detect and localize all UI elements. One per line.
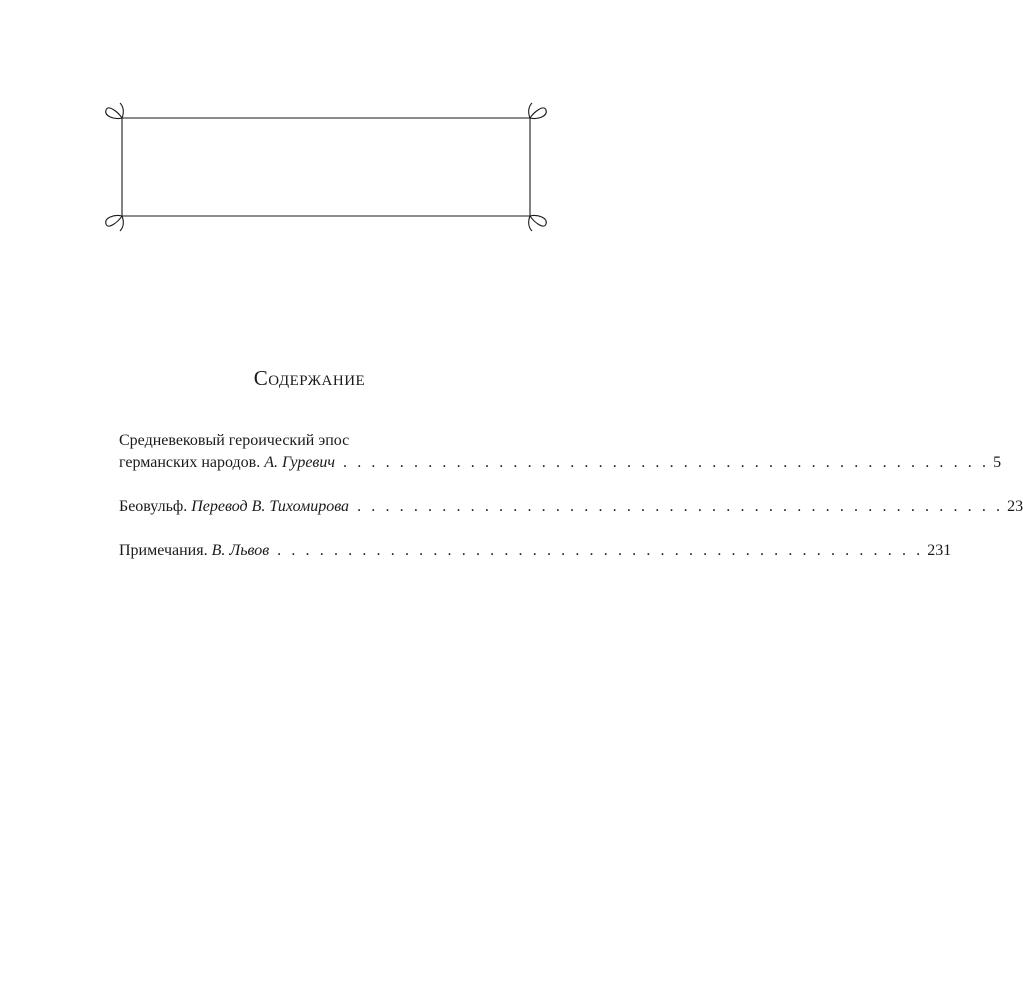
toc-page-number: 231 (927, 542, 952, 559)
table-of-contents (119, 430, 1023, 562)
toc-entry-line (119, 430, 533, 452)
dot-leader: . . . . . . . . . . . . . . . . . . . . . . . . . . . . . . . . . . . . . . . . . . . . . . (357, 498, 1004, 515)
toc-entry-line (119, 452, 1002, 474)
toc-page-number: 5 (993, 454, 1002, 471)
toc-entry-author: А. Гуревич (264, 454, 335, 471)
toc-entry-title (119, 452, 335, 474)
toc-page-number: 23 (1007, 498, 1023, 515)
toc-entry-line (119, 496, 1023, 518)
page-title: Содержание (253, 366, 366, 390)
toc-entry-title: Средневековый героический эпос (119, 432, 350, 449)
toc-entry-title-text: Беовульф. (119, 498, 188, 515)
decorative-frame-icon (100, 98, 552, 240)
toc-entry-line (119, 540, 952, 562)
dot-leader: . . . . . . . . . . . . . . . . . . . . . . . . . . . . . . . . . . . . . . . . . . . . . . (343, 454, 990, 471)
toc-entry-title-text: германских народов. (119, 454, 261, 471)
dot-leader: . . . . . . . . . . . . . . . . . . . . . . . . . . . . . . . . . . . . . . . . . . . . . . (277, 542, 924, 559)
toc-entry-title (119, 540, 269, 562)
toc-entry[interactable] (119, 540, 952, 562)
toc-entry-author: В. Львов (211, 542, 270, 559)
toc-entry[interactable] (119, 430, 1002, 474)
toc-entry[interactable] (119, 496, 1023, 518)
toc-entry-title (119, 496, 349, 518)
toc-entry-author: Перевод В. Тихомирова (191, 498, 350, 515)
toc-entry-title-text: Примечания. (119, 542, 208, 559)
